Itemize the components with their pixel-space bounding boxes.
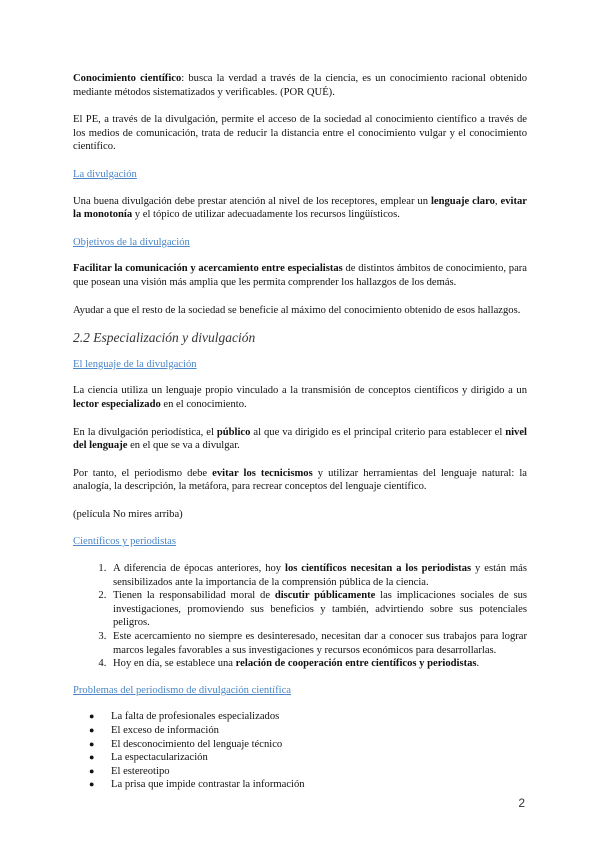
bold-term: público [216,426,251,438]
paragraph-conocimiento [73,72,527,99]
paragraph-buena-divulgacion [73,195,527,222]
paragraph-text: Una buena divulgación debe prestar atención al nivel de los receptores, emplear un [73,195,431,207]
paragraph-text: y utilizar herramientas del lenguaje natural: la analogía, la descripción, la metáfora, para recrear conceptos del lenguaje científico. [73,467,527,493]
paragraph-text: y el tópico de utilizar adecuadamente los recursos lingüísticos. [132,209,400,221]
heading-link-cientificos[interactable]: Científicos y periodistas [73,536,176,548]
numbered-list [73,562,527,671]
paragraph-text: Por tanto, el periodismo debe [73,467,213,479]
list-item [89,765,527,779]
bold-term: Facilitar la comunicación y acercamiento entre especialistas [73,263,343,275]
bullet-icon: ● [89,765,95,776]
list-item [109,589,527,630]
list-item [89,724,527,738]
bullet-list [73,710,527,792]
list-item [89,778,527,792]
list-text: A diferencia de épocas anteriores, hoy [113,563,286,575]
paragraph-text: La ciencia utiliza un lenguaje propio vinculado a la transmisión de conceptos científicos y dirigido a un [73,385,527,397]
paragraph-text: En la divulgación periodística, el [73,426,217,438]
section-title: 2.2 Especialización y divulgación [73,330,256,346]
paragraph-text: en el que se va a divulgar. [127,440,240,452]
list-text: La falta de profesionales especializados [111,711,280,723]
heading-link-divulgacion[interactable]: La divulgación [73,168,137,180]
list-item [109,630,527,657]
list-item [89,710,527,724]
bullet-icon: ● [89,738,95,749]
list-text: Este acercamiento no siempre es desinteresado, necesitan dar a conocer sus trabajos para lograr marcos legales favorables a sus investigaciones y recursos económicos para desarrollarlas. [113,631,527,656]
bold-term: Conocimiento científico [73,73,182,84]
bold-term: evitar los tecnicismos [212,467,313,479]
bold-term: lenguaje claro [430,195,495,207]
list-text: y están más sensibilizados ante la importancia de la comprensión pública de la ciencia. [113,563,527,588]
list-text: La espectacularización [111,752,208,764]
list-item [89,738,527,752]
page-number: 2 [518,796,525,810]
list-text: La prisa que impide contrastar la información [111,779,305,791]
paragraph-facilitar [73,262,527,289]
list-text: El exceso de información [111,725,219,736]
paragraph-text: en el conocimiento. [160,398,247,410]
paragraph-text: al que va dirigido es el principal criterio para establecer el [250,426,506,438]
list-item [109,657,527,671]
list-text: Tienen la responsabilidad moral de [113,590,275,602]
heading-link-objetivos[interactable]: Objetivos de la divulgación [73,236,190,248]
paragraph-text: de distintos ámbitos de conocimiento, para que posean una visión más amplia que les permita comprender los hallazgos de los demás. [73,263,527,288]
bold-term: relación de cooperación entre científicos y periodistas [235,658,477,670]
bold-term: nivel del lenguaje [73,426,527,452]
bullet-icon: ● [89,752,95,763]
bold-term: evitar la monotonía [73,195,527,221]
document-page [73,72,527,792]
list-text: Hoy en día, se establece una [113,658,236,670]
paragraph-pelicula: (película No mires arriba) [73,508,183,520]
paragraph-pe: El PE, a través de la divulgación, permite el acceso de la sociedad al conocimiento científico a través de los medios de comunicación, trata de reducir la distancia entre el conocimiento vulgar y el conocimiento científico. [73,114,527,153]
bold-term: los científicos necesitan a los periodistas [285,563,472,575]
list-item [89,751,527,765]
paragraph-por-tanto [73,467,527,494]
list-text: El estereotipo [111,765,170,777]
bold-term: discutir públicamente [274,590,376,602]
list-text: las implicaciones sociales de sus investigaciones, promoviendo sus beneficios y también, advirtiendo sobre sus potenciales peligros. [113,590,527,629]
paragraph-periodistica [73,426,527,453]
paragraph-text: : busca la verdad a través de la ciencia, es un conocimiento racional obtenido mediante métodos sistematizados y verificables. (POR QUÉ). [73,73,527,98]
bullet-icon: ● [89,711,95,722]
list-text: El desconocimiento del lenguaje técnico [111,738,283,750]
bullet-icon: ● [89,779,95,790]
bullet-icon: ● [89,725,95,735]
list-item [109,562,527,589]
list-text: . [476,658,480,670]
heading-link-lenguaje[interactable]: El lenguaje de la divulgación [73,358,197,370]
heading-link-problemas[interactable]: Problemas del periodismo de divulgación científica [73,684,291,696]
paragraph-ayudar: Ayudar a que el resto de la sociedad se beneficie al máximo del conocimiento obtenido de esos hallazgos. [73,304,521,316]
bold-term: lector especializado [73,398,161,410]
paragraph-ciencia [73,384,527,411]
paragraph-text: , [494,195,501,207]
